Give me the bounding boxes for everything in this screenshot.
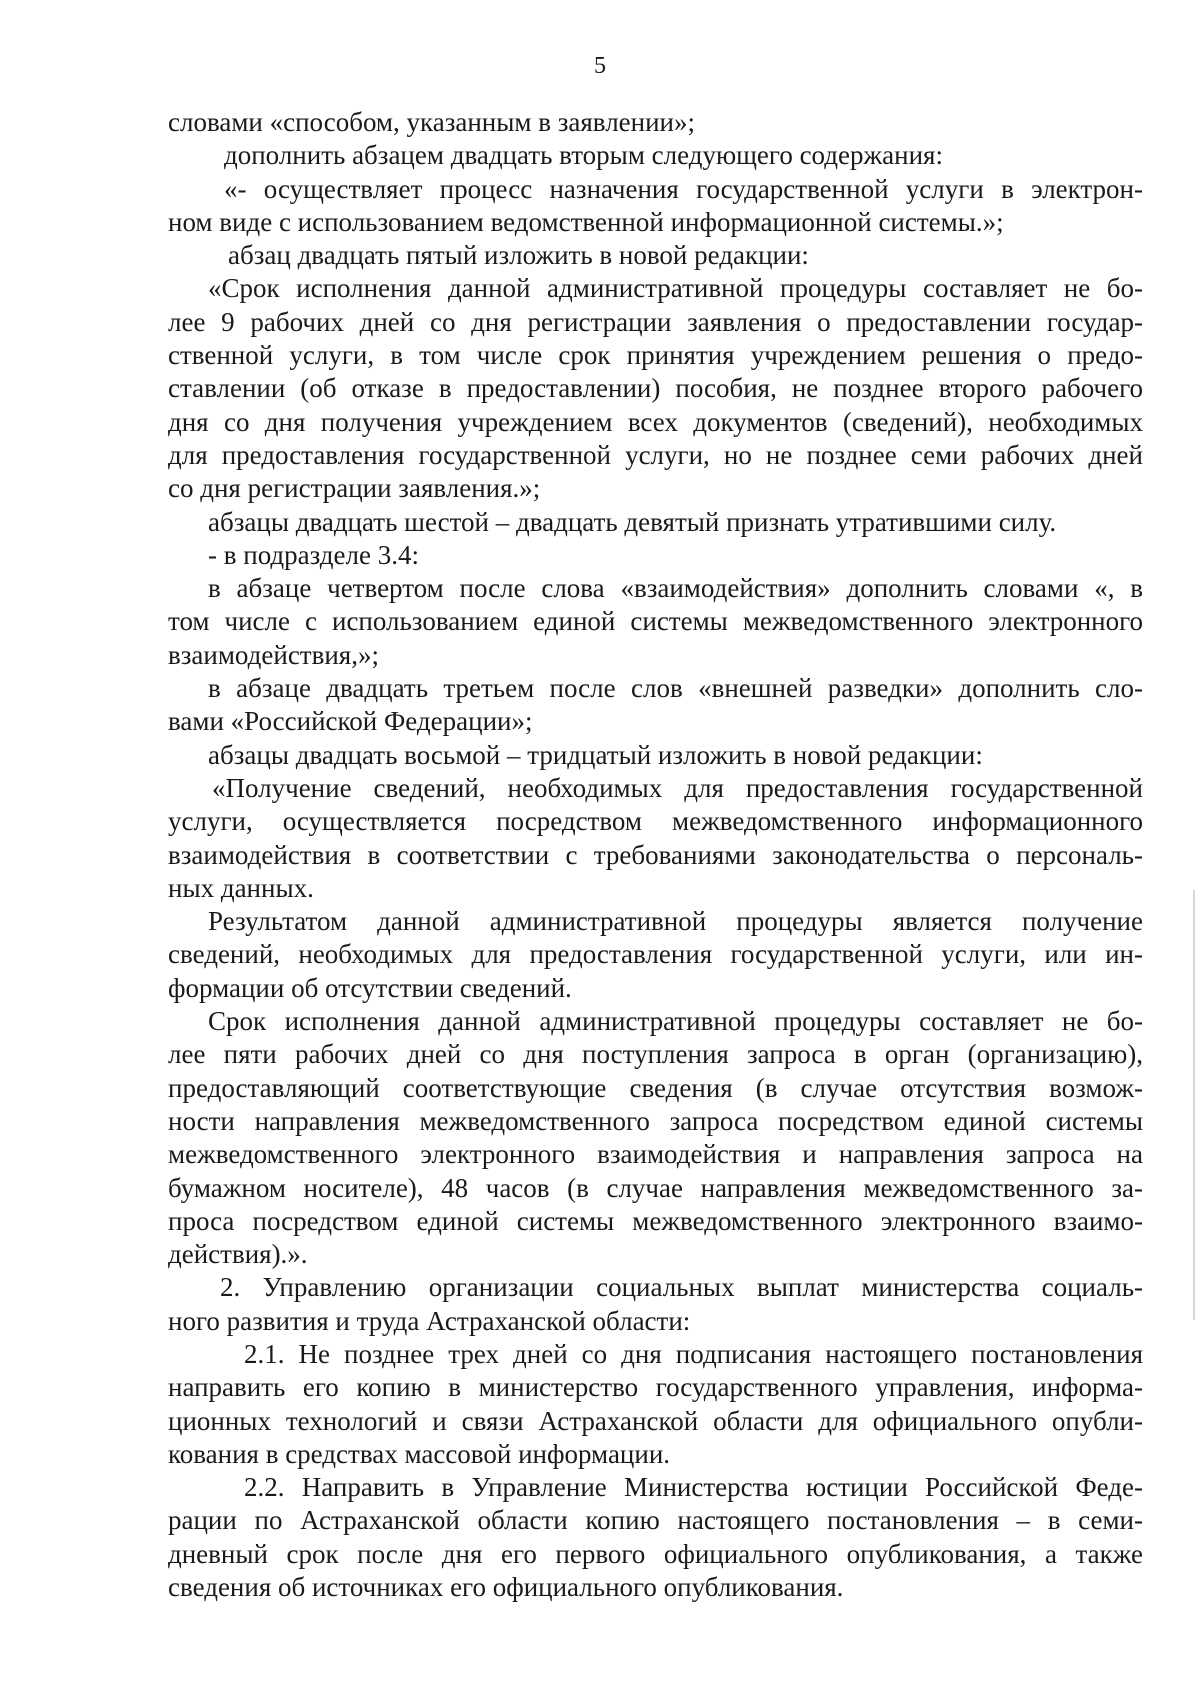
text-line: Срок исполнения данной административной процедуры составляет не бо- [208,1006,1143,1037]
text-line: лее 9 рабочих дней со дня регистрации заявления о предоставлении государ- [168,306,1143,337]
text-line: в абзаце двадцать третьем после слов «внешней разведки» дополнить сло- [208,673,1143,704]
text-line: проса посредством единой системы межведомственного электронного взаимо- [168,1205,1143,1236]
text-line: словами «способом, указанным в заявлении»; [168,107,696,137]
text-line: ставлении (об отказе в предоставлении) пособия, не позднее второго рабочего [168,373,1143,404]
text-line: абзацы двадцать шестой – двадцать девятый признать утратившими силу. [208,506,1057,537]
text-line: ственной услуги, в том числе срок принятия учреждением решения о предо- [168,340,1143,371]
text-line: ности направления межведомственного запроса посредством единой системы [168,1105,1143,1136]
text-line: ных данных. [168,872,314,903]
text-line: сведений, необходимых для предоставления государственной услуги, или ин- [168,939,1143,970]
document-body [168,106,1143,1604]
text-line: Результатом данной административной процедуры является получение [208,906,1143,937]
text-line: кования в средствах массовой информации. [168,1438,671,1469]
text-line: взаимодействия,»; [168,639,379,670]
text-line: «Получение сведений, необходимых для предоставления государственной [212,772,1143,803]
text-line: ном виде с использованием ведомственной информационной системы.»; [168,206,1004,237]
text-line: межведомственного электронного взаимодействия и направления запроса на [168,1139,1143,1170]
text-line: со дня регистрации заявления.»; [168,473,541,504]
text-line: сведения об источниках его официального опубликования. [168,1572,844,1603]
text-line: 2.1. Не позднее трех дней со дня подписания настоящего постановления [244,1338,1143,1369]
text-line: дня со дня получения учреждением всех документов (сведений), необходимых [168,406,1143,437]
text-line: дополнить абзацем двадцать вторым следующего содержания: [224,140,943,171]
text-line: действия).». [168,1239,308,1270]
scan-edge-mark [1193,890,1195,1320]
text-line: абзац двадцать пятый изложить в новой редакции: [228,240,809,271]
text-line: рации по Астраханской области копию настоящего постановления – в семи- [168,1505,1143,1536]
text-line: взаимодействия в соответствии с требованиями законодательства о персональ- [168,839,1143,870]
text-line: 2.2. Направить в Управление Министерства юстиции Российской Феде- [244,1472,1143,1503]
text-line: - в подразделе 3.4: [208,539,419,570]
text-line: предоставляющий соответствующие сведения (в случае отсутствия возмож- [168,1072,1143,1103]
text-line: формации об отсутствии сведений. [168,972,572,1003]
text-line: ционных технологий и связи Астраханской области для официального опубли- [168,1405,1143,1436]
page-number: 5 [594,53,606,79]
text-line: в абзаце четвертом после слова «взаимодействия» дополнить словами «, в [208,573,1143,604]
text-line: том числе с использованием единой системы межведомственного электронного [168,606,1143,637]
text-line: лее пяти рабочих дней со дня поступления запроса в орган (организацию), [168,1039,1143,1070]
text-line: для предоставления государственной услуги, но не позднее семи рабочих дней [168,439,1143,470]
text-line: вами «Российской Федерации»; [168,706,533,737]
text-line: бумажном носителе), 48 часов (в случае направления межведомственного за- [168,1172,1143,1203]
text-line: «Срок исполнения данной административной процедуры составляет не бо- [208,273,1143,304]
text-line: абзацы двадцать восьмой – тридцатый изложить в новой редакции: [208,739,983,770]
text-line: направить его копию в министерство государственного управления, информа- [168,1372,1143,1403]
text-line: «- осуществляет процесс назначения государственной услуги в электрон- [224,173,1143,204]
text-line: услуги, осуществляется посредством межведомственного информационного [168,806,1143,837]
text-line: 2. Управлению организации социальных выплат министерства социаль- [220,1272,1143,1303]
text-line: дневный срок после дня его первого официального опубликования, а также [168,1538,1143,1569]
text-line: ного развития и труда Астраханской области: [168,1305,691,1336]
